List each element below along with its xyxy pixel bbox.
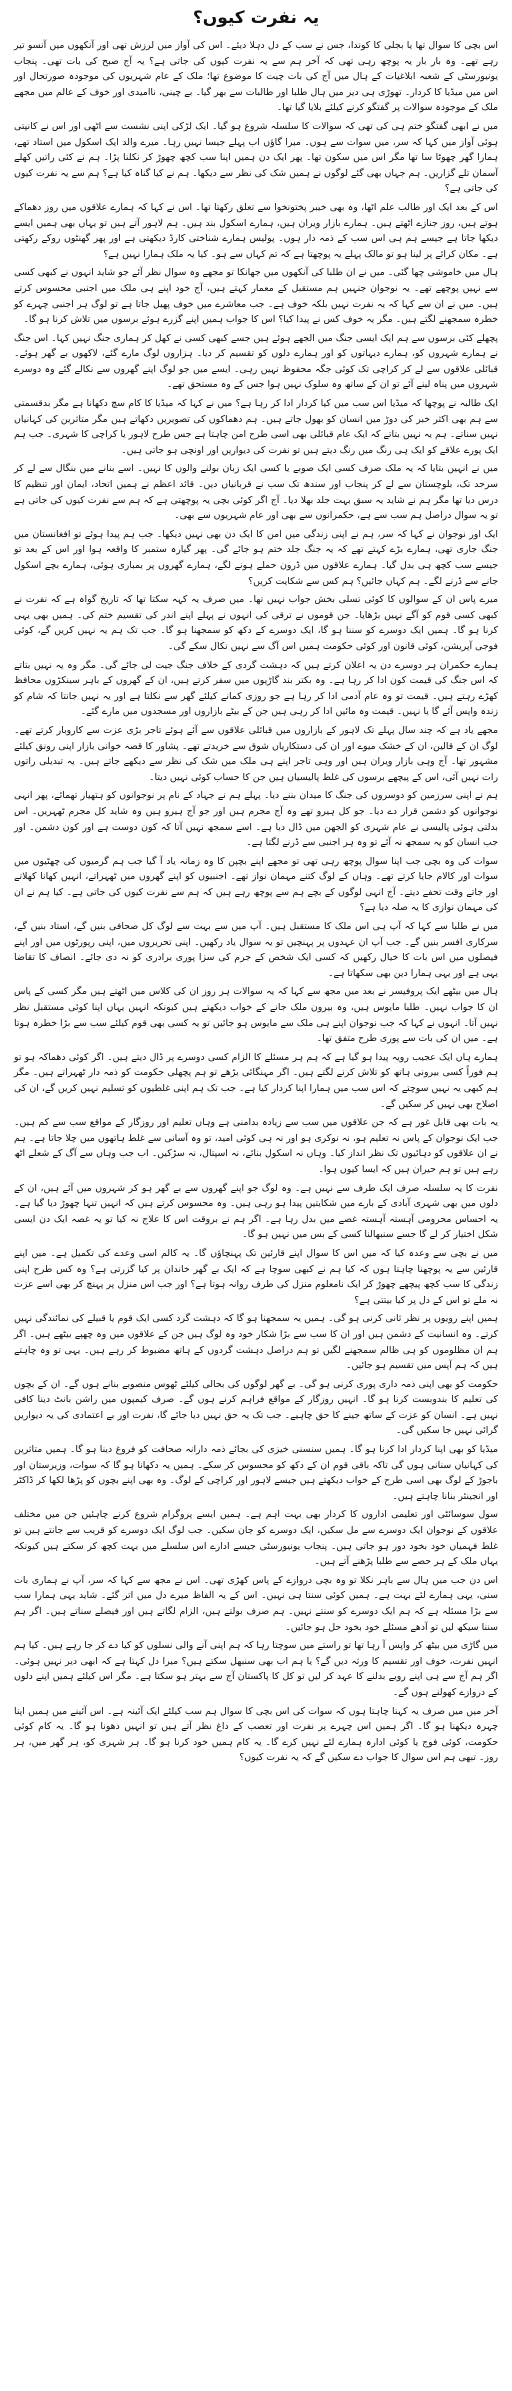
body-paragraph: ایک طالبہ نے پوچھا کہ میڈیا اس سب میں کیا کردار ادا کر رہا ہے؟ میں نے کہا کہ میڈیا کا کام سچ دکھانا ہے مگر بدقسمتی سے ہم بھی اکثر خبر کی دوڑ میں انسان کو بھول جاتے ہیں۔ ہم دھماکوں کی تصویریں دکھاتے ہیں مگر متاثرین کی کہانیاں نہیں سناتے۔ ہم یہ نہیں بتاتے کہ ایک عام قبائلی بھی اسی طرح امن چاہتا ہے جس طرح لاہور یا کراچی کا شہری۔ جب ہم ایک پورے علاقے کو ایک ہی رنگ میں رنگ دیتے ہیں تو نفرت کی دیواریں اور اونچی ہو جاتی ہیں۔ — [14, 398, 498, 456]
column-headline: یہ نفرت کیوں؟ — [192, 8, 320, 28]
body-paragraph: اس بچی کا سوال تھا یا بجلی کا کوندا، جس نے سب کے دل دہلا دیئے۔ اس کی آواز میں لرزش تھی اور آنکھوں میں آنسو تیر رہے تھے۔ وہ بار بار یہ پوچھ رہی تھی کہ آخر ہم سے یہ نفرت کیوں کی جاتی ہے؟ یہ آج صبح کی بات تھی۔ پنجاب یونیورسٹی کے شعبہ ابلاغیات کے ہال میں آج کی بات چیت کا موضوع تھا؛ ملک کے عام شہریوں کی موجودہ صورتحال اور اس میں میڈیا کا کردار۔ تھوڑی ہی دیر میں ہال طلبا اور طالبات سے بھر گیا۔ بے چینی، ناامیدی اور خوف کے عالم میں مجھے ملک کے موجودہ سوالات پر گفتگو کرنے کیلئے بلایا گیا تھا۔ — [14, 40, 498, 114]
body-paragraph: ایک اور نوجوان نے کہا کہ سر، ہم نے اپنی زندگی میں امن کا ایک دن بھی نہیں دیکھا۔ جب ہم پیدا ہوئے تو افغانستان میں جنگ جاری تھی، ہمارے بڑے کہتے تھے کہ یہ جنگ جلد ختم ہو جائے گی۔ پھر گیارہ ستمبر کا واقعہ ہوا اور اس کے بعد تو جیسے سب کچھ ہی بدل گیا۔ ہمارے علاقوں میں ڈرون حملے ہونے لگے، ہمارے گھروں پر بمباری ہوئی، ہمارے بچے اسکول جانے سے ڈرنے لگے۔ ہم کہاں جائیں؟ ہم کس سے شکایت کریں؟ — [14, 528, 498, 587]
body-paragraph: میں نے انہیں بتایا کہ یہ ملک صرف کسی ایک صوبے یا کسی ایک زبان بولنے والوں کا نہیں۔ اسے بنانے میں بنگال سے لے کر سرحد تک، بلوچستان سے لے کر پنجاب اور سندھ تک سب نے قربانیاں دیں۔ قائد اعظم نے ہمیں اتحاد، ایمان اور تنظیم کا درس دیا تھا مگر ہم نے شاید یہ سبق بہت جلد بھلا دیا۔ آج اگر کوئی بچی یہ پوچھتی ہے کہ ہم سے نفرت کیوں کی جاتی ہے تو یہ سوال دراصل ہم سب سے ہے، حکمرانوں سے بھی اور عام شہریوں سے بھی۔ — [14, 463, 498, 522]
body-paragraph: حکومت کو بھی اپنی ذمہ داری پوری کرنی ہو گی۔ بے گھر لوگوں کی بحالی کیلئے ٹھوس منصوبے بنانے ہوں گے۔ ان کے بچوں کی تعلیم کا بندوبست کرنا ہو گا۔ انہیں روزگار کے مواقع فراہم کرنے ہوں گے۔ صرف کیمپوں میں راشن بانٹ دینا کافی نہیں ہے۔ انسان کو عزت کے ساتھ جینے کا حق چاہیے۔ جب تک یہ حق نہیں دیا جائے گا، نفرت اور بے اعتمادی کی یہ دیواریں گرائی نہیں جا سکیں گی۔ — [14, 1378, 498, 1437]
body-paragraph: میں نے طلبا سے کہا کہ آپ ہی اس ملک کا مستقبل ہیں۔ آپ میں سے بہت سے لوگ کل صحافی بنیں گے، استاد بنیں گے، سرکاری افسر بنیں گے۔ جب آپ ان عہدوں پر پہنچیں تو یہ سوال یاد رکھیں۔ اپنی تحریروں میں، اپنی رپورٹوں میں اور اپنے فیصلوں میں اس بات کا خیال رکھیں کہ کسی ایک شخص کے جرم کی سزا پوری برادری کو نہ دی جائے۔ انصاف کا تقاضا یہی ہے اور یہی ہمارا دین بھی سکھاتا ہے۔ — [14, 921, 498, 979]
body-paragraph: مجھے یاد ہے کہ چند سال پہلے تک لاہور کے بازاروں میں قبائلی علاقوں سے آئے ہوئے تاجر بڑی عزت سے کاروبار کرتے تھے۔ لوگ ان کے قالین، ان کے خشک میوے اور ان کی دستکاریاں شوق سے خریدتے تھے۔ پشاور کا قصہ خوانی بازار اپنی رونق کیلئے مشہور تھا۔ آج وہی بازار ویران ہیں اور وہی تاجر اپنے ہی ملک میں شک کی نظر سے دیکھے جاتے ہیں۔ یہ تبدیلی راتوں رات نہیں آئی، اس کے پیچھے برسوں کی غلط پالیسیاں ہیں جن کا حساب کوئی نہیں دیتا۔ — [14, 724, 498, 783]
body-paragraph: میں گاڑی میں بیٹھ کر واپس آ رہا تھا تو راستے میں سوچتا رہا کہ ہم اپنی آنے والی نسلوں کو کیا دے کر جا رہے ہیں۔ کیا ہم انہیں نفرت، خوف اور تقسیم کا ورثہ دیں گے؟ یا ہم اب بھی سنبھل سکتے ہیں؟ میرا دل کہتا ہے کہ ابھی دیر نہیں ہوئی۔ اگر ہم آج سے ہی اپنے رویے بدلنے کا عہد کر لیں تو کل کا پاکستان آج سے بہتر ہو سکتا ہے۔ مگر اس کیلئے ہمیں اپنے دلوں کے دروازے کھولنے ہوں گے۔ — [14, 1640, 498, 1698]
body-paragraph: ہمارے حکمران ہر دوسرے دن یہ اعلان کرتے ہیں کہ دہشت گردی کے خلاف جنگ جیت لی جائے گی۔ مگر وہ یہ نہیں بتاتے کہ اس جنگ کی قیمت کون ادا کر رہا ہے۔ وہ بکتر بند گاڑیوں میں سفر کرتے ہیں، ان کے گھروں کے باہر سینکڑوں محافظ کھڑے رہتے ہیں۔ قیمت تو وہ عام آدمی ادا کر رہا ہے جو روزی کمانے کیلئے گھر سے نکلتا ہے اور یہ نہیں جانتا کہ شام کو زندہ واپس آئے گا یا نہیں۔ قیمت وہ مائیں ادا کر رہی ہیں جن کے بیٹے بازاروں اور مسجدوں میں مارے گئے۔ — [14, 659, 498, 718]
body-paragraph: ہال میں بیٹھے ایک پروفیسر نے بعد میں مجھ سے کہا کہ یہ سوالات ہر روز ان کی کلاس میں اٹھتے ہیں مگر کسی کے پاس ان کا جواب نہیں۔ طلبا مایوس ہیں، وہ بیرون ملک جانے کے خواب دیکھتے ہیں کیونکہ انہیں یہاں اپنا کوئی مستقبل نظر نہیں آتا۔ انہوں نے کہا کہ جب نوجوان اپنے ہی ملک سے مایوس ہو جائیں تو یہ کسی بھی قوم کیلئے سب سے بڑا خطرہ ہوتا ہے۔ میں ان کی بات سے پوری طرح متفق تھا۔ — [14, 986, 498, 1045]
column-body — [14, 38, 498, 1766]
body-paragraph: سول سوسائٹی اور تعلیمی اداروں کا کردار بھی بہت اہم ہے۔ ہمیں ایسے پروگرام شروع کرنے چاہئیں جن میں مختلف علاقوں کے نوجوان ایک دوسرے سے مل سکیں، ایک دوسرے کو جان سکیں۔ جب لوگ ایک دوسرے کو قریب سے جانتے ہیں تو غلط فہمیاں خود بخود دور ہو جاتی ہیں۔ پنجاب یونیورسٹی جیسے ادارے اس سلسلے میں بہت کچھ کر سکتے ہیں کیونکہ یہاں ملک کے ہر حصے سے طلبا پڑھنے آتے ہیں۔ — [14, 1509, 498, 1568]
body-paragraph: نفرت کا یہ سلسلہ صرف ایک طرف سے نہیں ہے۔ وہ لوگ جو اپنے گھروں سے بے گھر ہو کر شہروں میں آئے ہیں، ان کے دلوں میں بھی شہری آبادی کے بارے میں شکایتیں پیدا ہو رہی ہیں۔ وہ محسوس کرتے ہیں کہ انہیں تنہا چھوڑ دیا گیا ہے۔ یہ احساس محرومی آہستہ آہستہ غصے میں بدل رہا ہے۔ اگر ہم نے بروقت اس کا علاج نہ کیا تو یہ غصہ ایک دن ایسی شکل اختیار کر لے گا جسے سنبھالنا کسی کے بس میں نہیں ہو گا۔ — [14, 1182, 498, 1241]
body-paragraph: میرے پاس ان کے سوالوں کا کوئی تسلی بخش جواب نہیں تھا۔ میں صرف یہ کہہ سکتا تھا کہ تاریخ گواہ ہے کہ نفرت نے کبھی کسی قوم کو آگے نہیں بڑھایا۔ جن قوموں نے ترقی کی انہوں نے پہلے اپنے اندر کی تقسیم ختم کی۔ ہمیں بھی یہی کرنا ہو گا۔ ہمیں ایک دوسرے کو سننا ہو گا، ایک دوسرے کے دکھ کو سمجھنا ہو گا۔ جب تک ہم یہ نہیں کریں گے، کوئی فوجی آپریشن، کوئی قانون اور کوئی حکومت ہمیں اس آگ سے نہیں نکال سکے گی۔ — [14, 594, 498, 652]
body-paragraph: اس دن جب میں ہال سے باہر نکلا تو وہ بچی دروازے کے پاس کھڑی تھی۔ اس نے مجھ سے کہا کہ سر، آپ نے ہماری بات سنی، یہی ہمارے لئے بہت ہے۔ ہمیں کوئی سنتا ہی نہیں۔ اس کے یہ الفاظ میرے دل میں اتر گئے۔ شاید یہی ہمارا سب سے بڑا مسئلہ ہے کہ ہم ایک دوسرے کو سنتے نہیں۔ ہم صرف بولتے ہیں، الزام لگاتے ہیں اور فیصلے سناتے ہیں۔ اگر ہم سننا سیکھ لیں تو آدھے مسئلے خود بخود حل ہو جائیں۔ — [14, 1574, 498, 1633]
body-paragraph: اس کے بعد ایک اور طالب علم اٹھا، وہ بھی خیبر پختونخوا سے تعلق رکھتا تھا۔ اس نے کہا کہ ہمارے علاقوں میں روز دھماکے ہوتے ہیں، روز جنازے اٹھتے ہیں۔ ہمارے بازار ویران ہیں، ہمارے اسکول بند ہیں۔ ہم لاہور آتے ہیں تو یہاں بھی ہمیں ایسے دیکھا جاتا ہے جیسے ہم ہی اس سب کے ذمہ دار ہوں۔ پولیس ہمارے شناختی کارڈ دیکھتی ہے اور پھر گھنٹوں روکے رکھتی ہے۔ مکان کرائے پر لینا ہو تو مالک پہلے یہ پوچھتا ہے کہ تم کہاں سے ہو۔ کیا یہ ملک ہمارا نہیں ہے؟ — [14, 201, 498, 260]
body-paragraph: یہ بات بھی قابل غور ہے کہ جن علاقوں میں سب سے زیادہ بدامنی ہے وہاں تعلیم اور روزگار کے مواقع سب سے کم ہیں۔ جب ایک نوجوان کے پاس نہ تعلیم ہو، نہ نوکری ہو اور نہ ہی کوئی امید، تو وہ آسانی سے غلط ہاتھوں میں چلا جاتا ہے۔ ہم نے ان علاقوں کو دہائیوں تک نظر انداز کیا۔ وہاں نہ اسکول بنائے، نہ اسپتال، نہ سڑکیں۔ اب جب وہاں سے آگ کے شعلے اٹھ رہے ہیں تو ہم حیران ہیں کہ ایسا کیوں ہوا۔ — [14, 1117, 498, 1175]
body-paragraph: آخر میں میں صرف یہ کہنا چاہتا ہوں کہ سوات کی اس بچی کا سوال ہم سب کیلئے ایک آئینہ ہے۔ اس آئینے میں ہمیں اپنا چہرہ دیکھنا ہو گا۔ اگر ہمیں اس چہرے پر نفرت اور تعصب کے داغ نظر آتے ہیں تو انہیں دھونا ہو گا۔ یہ کام کوئی حکومت، کوئی فوج یا کوئی ادارہ ہمارے لئے نہیں کرے گا۔ یہ کام ہمیں خود کرنا ہو گا۔ ہر شہری کو، ہر گھر میں، ہر روز۔ تبھی ہم اس سوال کا جواب دے سکیں گے کہ یہ نفرت کیوں؟ — [14, 1705, 498, 1764]
body-paragraph: سوات کی وہ بچی جب اپنا سوال پوچھ رہی تھی تو مجھے اپنے بچپن کا وہ زمانہ یاد آ گیا جب ہم گرمیوں کی چھٹیوں میں سوات اور کالام جایا کرتے تھے۔ وہاں کے لوگ کتنے مہمان نواز تھے۔ اجنبیوں کو اپنے گھروں میں ٹھہراتے، انہیں کھانا کھلاتے اور جاتے وقت تحفے دیتے۔ آج انہی لوگوں کے بچے ہم سے پوچھ رہے ہیں کہ ہم سے نفرت کیوں کی جاتی ہے۔ کیا ہم نے ان کی مہمان نوازی کا یہ صلہ دیا ہے؟ — [14, 855, 498, 914]
body-paragraph: ہم نے اپنی سرزمین کو دوسروں کی جنگ کا میدان بننے دیا۔ پہلے ہم نے جہاد کے نام پر نوجوانوں کو ہتھیار تھمائے، پھر انہی نوجوانوں کو دشمن قرار دے دیا۔ جو کل ہیرو تھے وہ آج مجرم ہیں اور جو آج ہیرو ہیں وہ شاید کل مجرم ٹھہریں۔ اس بدلتی ہوئی پالیسی نے عام شہری کو الجھن میں ڈال دیا ہے۔ اسے سمجھ نہیں آتا کہ کون دوست ہے اور کون دشمن۔ اور جب انسان کو یہ سمجھ نہ آئے تو وہ ہر اجنبی سے ڈرنے لگتا ہے۔ — [14, 790, 498, 849]
body-paragraph: پچھلے کئی برسوں سے ہم ایک ایسی جنگ میں الجھے ہوئے ہیں جسے کبھی کسی نے کھل کر ہماری جنگ نہیں کہا۔ اس جنگ نے ہمارے شہروں کو، ہمارے دیہاتوں کو اور ہمارے دلوں کو تقسیم کر دیا۔ ہزاروں لوگ مارے گئے، لاکھوں بے گھر ہوئے۔ قبائلی علاقوں سے لے کر کراچی تک کوئی جگہ محفوظ نہیں رہی۔ ایسے میں جو لوگ اپنے گھروں سے نکالے گئے وہ دوسرے شہروں میں پناہ لینے آئے تو ان کے ساتھ وہ سلوک نہیں ہوا جس کے وہ مستحق تھے۔ — [14, 332, 498, 391]
body-paragraph: ہمارے ہاں ایک عجیب رویہ پیدا ہو گیا ہے کہ ہم ہر مسئلے کا الزام کسی دوسرے پر ڈال دیتے ہیں۔ اگر کوئی دھماکہ ہو تو ہم فوراً کسی بیرونی ہاتھ کو تلاش کرنے لگتے ہیں۔ اگر مہنگائی بڑھے تو ہم پچھلی حکومت کو ذمہ دار ٹھہراتے ہیں۔ مگر ہم کبھی یہ نہیں سوچتے کہ اس سب میں ہمارا اپنا کردار کیا ہے۔ جب تک ہم اپنی غلطیوں کو تسلیم نہیں کریں گے، ان کی اصلاح بھی نہیں کر سکیں گے۔ — [14, 1051, 498, 1110]
body-paragraph: میڈیا کو بھی اپنا کردار ادا کرنا ہو گا۔ ہمیں سنسنی خیزی کی بجائے ذمہ دارانہ صحافت کو فروغ دینا ہو گا۔ ہمیں متاثرین کی کہانیاں سنانی ہوں گی تاکہ باقی قوم ان کے دکھ کو محسوس کر سکے۔ ہمیں یہ دکھانا ہو گا کہ سوات، وزیرستان اور باجوڑ کے لوگ بھی اسی طرح کے خواب دیکھتے ہیں جیسے لاہور اور کراچی کے لوگ۔ وہ بھی اپنے بچوں کو پڑھا لکھا کر ڈاکٹر اور انجینئر بنانا چاہتے ہیں۔ — [14, 1444, 498, 1502]
body-paragraph: میں نے ابھی گفتگو ختم ہی کی تھی کہ سوالات کا سلسلہ شروع ہو گیا۔ ایک لڑکی اپنی نشست سے اٹھی اور اس نے کانپتی ہوئی آواز میں کہا کہ سر، میں سوات سے ہوں۔ میرا گاؤں اب پہلے جیسا نہیں رہا۔ میرے والد ایک اسکول میں استاد تھے، ہمارا گھر چھوٹا سا تھا مگر اس میں سکون تھا۔ پھر ایک دن ہمیں اپنا سب کچھ چھوڑ کر نکلنا پڑا۔ ہم نے کئی راتیں کھلے آسمان تلے گزاریں۔ ہم جہاں بھی گئے لوگوں نے ہمیں شک کی نظر سے دیکھا۔ ہم نے کیا گناہ کیا ہے؟ ہم سے یہ نفرت کیوں کی جاتی ہے؟ — [14, 120, 498, 195]
body-paragraph: ہمیں اپنے رویوں پر نظر ثانی کرنی ہو گی۔ ہمیں یہ سمجھنا ہو گا کہ دہشت گرد کسی ایک قوم یا قبیلے کی نمائندگی نہیں کرتے۔ وہ انسانیت کے دشمن ہیں اور ان کا سب سے بڑا شکار خود وہ لوگ ہیں جن کے علاقوں میں وہ چھپے بیٹھے ہیں۔ اگر ہم ان مظلوموں کو ہی ظالم سمجھنے لگیں تو ہم دراصل دہشت گردوں کے ہاتھ مضبوط کر رہے ہیں۔ یہی تو وہ چاہتے ہیں کہ ہم آپس میں تقسیم ہو جائیں۔ — [14, 1313, 498, 1372]
body-paragraph: میں نے بچی سے وعدہ کیا کہ میں اس کا سوال اپنے قارئین تک پہنچاؤں گا۔ یہ کالم اسی وعدے کی تکمیل ہے۔ میں اپنے قارئین سے یہ پوچھنا چاہتا ہوں کہ کیا ہم نے کبھی سوچا ہے کہ ایک بے گھر خاندان پر کیا گزرتی ہے؟ وہ کس طرح اپنی زندگی کا سب کچھ پیچھے چھوڑ کر ایک نامعلوم منزل کی طرف روانہ ہوتا ہے؟ اور جب اس منزل پر پہنچ کر بھی اسے عزت نہ ملے تو اس کے دل پر کیا بیتتی ہے؟ — [14, 1247, 498, 1306]
body-paragraph: ہال میں خاموشی چھا گئی۔ میں نے ان طلبا کی آنکھوں میں جھانکا تو مجھے وہ سوال نظر آئے جو شاید انہوں نے کبھی کسی سے نہیں پوچھے تھے۔ یہ نوجوان جنہیں ہم مستقبل کے معمار کہتے ہیں، آج خود اپنے ہی ملک میں اجنبی محسوس کرتے ہیں۔ میں نے ان سے کہا کہ یہ نفرت نہیں بلکہ خوف ہے۔ جب معاشرے میں خوف پھیل جاتا ہے تو لوگ ہر اجنبی چہرے کو خطرہ سمجھنے لگتے ہیں۔ مگر یہ خوف کس نے پیدا کیا؟ اس کا جواب ہمیں اپنے گزرے ہوئے برسوں میں تلاش کرنا ہو گا۔ — [14, 267, 498, 326]
